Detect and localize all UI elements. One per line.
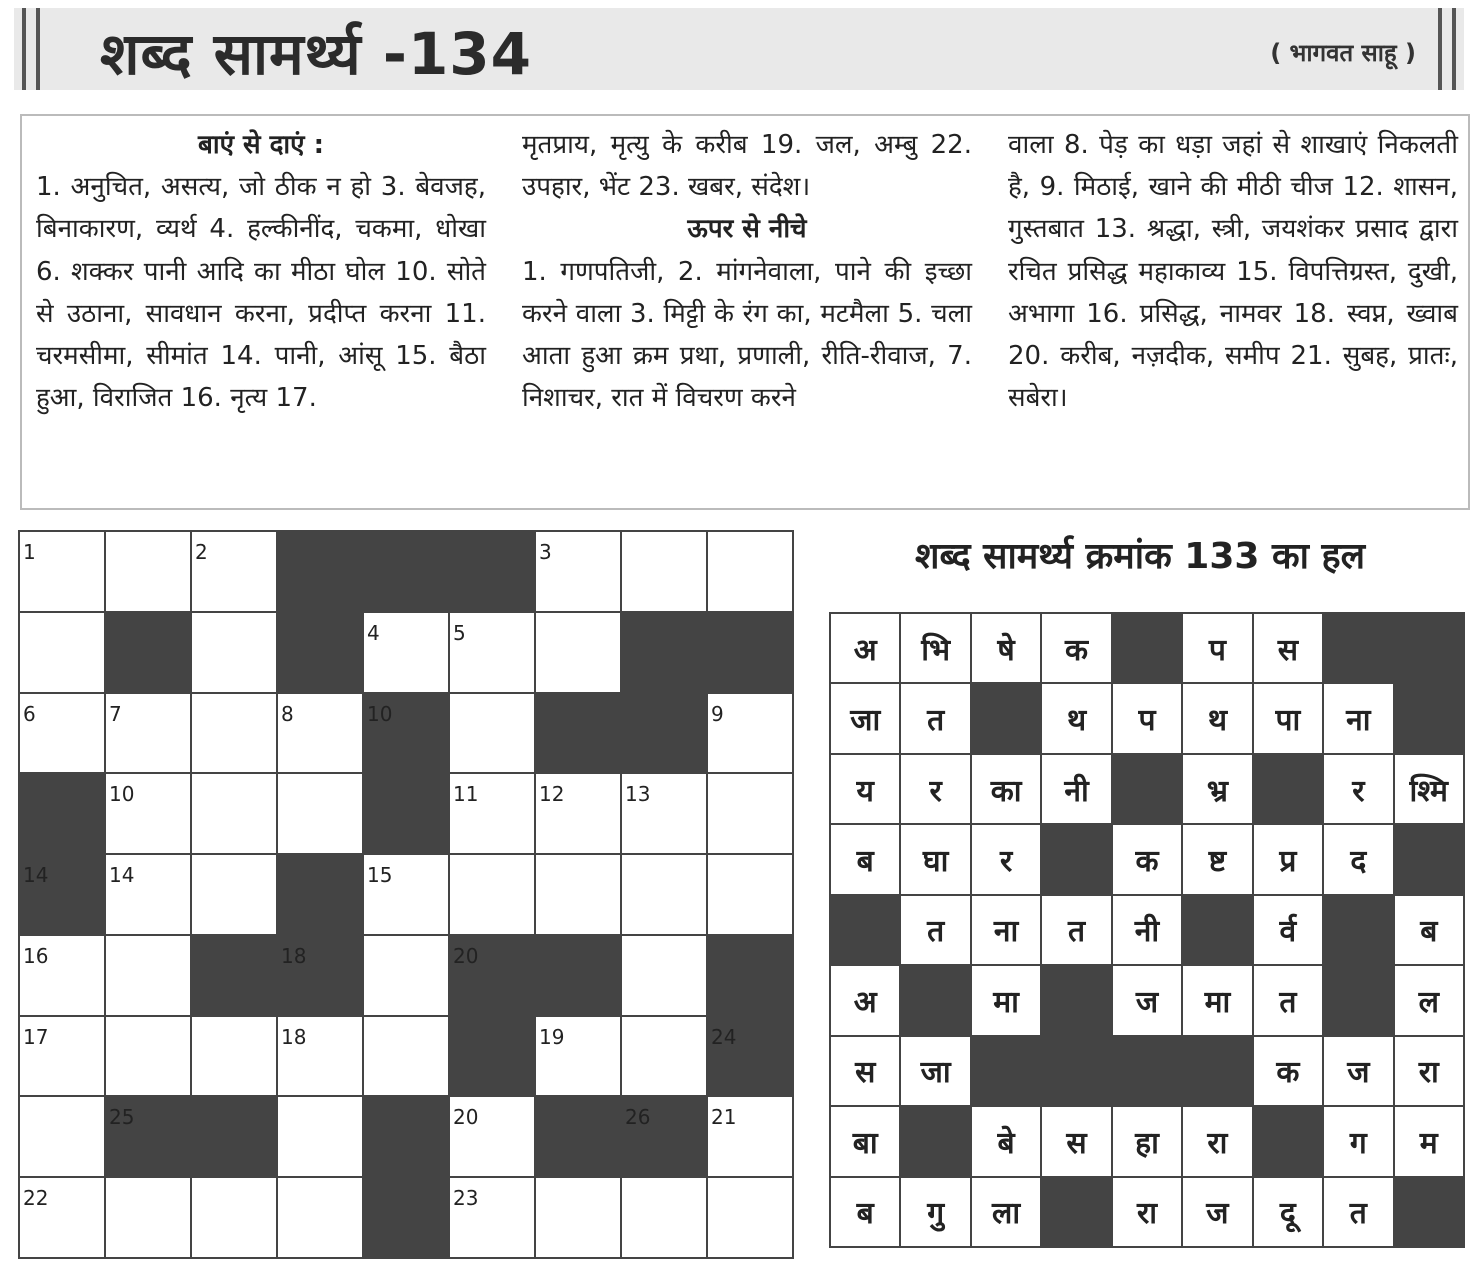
solution-cell: ग [1324,1107,1394,1177]
page-title: शब्द सामर्थ्य -134 [100,20,533,88]
crossword-cell[interactable] [708,694,794,775]
across-heading: बाएं से दाएं : [197,130,324,160]
solution-cell: त [901,684,971,754]
solution-cell: ब [831,1178,901,1248]
solution-cell: द [1324,825,1394,895]
solution-cell: थ [1042,684,1112,754]
solution-cell: षे [972,614,1042,684]
solution-cell: त [901,896,971,966]
solution-cell: बा [831,1107,901,1177]
solution-block-cell [1113,614,1183,684]
crossword-cell[interactable] [450,855,536,936]
crossword-block-cell [450,936,536,1017]
clue-number: 4 [367,620,380,645]
solution-cell: प [1113,684,1183,754]
clues-column-3 [1008,124,1458,419]
crossword-cell[interactable] [192,1017,278,1098]
clues-column-2 [522,124,972,419]
clue-number: 22 [23,1186,49,1211]
crossword-cell[interactable] [20,532,106,613]
solution-cell: ला [972,1178,1042,1248]
crossword-block-cell [536,1097,622,1178]
crossword-cell[interactable] [450,694,536,775]
solution-block-cell [1113,755,1183,825]
header-banner [14,8,1464,90]
solution-block-cell [1183,896,1253,966]
across-clues-text: 1. अनुचित, असत्य, जो ठीक न हो 3. बेवजह, बिनाकारण, व्यर्थ 4. हल्कीनींद, चकमा, धोखा 6. शक्कर पानी आदि का मीठा घोल 10. सोते से उठाना, सावधान करना, प्रदीप्त करना 11. चरमसीमा, सीमांत 14. पानी, आंसू 15. बैठा हुआ, विराजित 16. नृत्य 17. [36,172,486,414]
clue-number: 3 [539,540,552,564]
solution-cell: थ [1183,684,1253,754]
solution-cell: ज [1324,1037,1394,1107]
crossword-cell[interactable] [106,774,192,855]
solution-cell: त [1324,1178,1394,1248]
author-credit: ( भागवत साहू ) [1270,39,1416,67]
solution-cell: य [831,755,901,825]
solution-cell: ल [1395,966,1465,1036]
solution-cell: क [1254,1037,1324,1107]
solution-cell: अ [831,966,901,1036]
crossword-cell[interactable] [622,855,708,936]
crossword-cell[interactable] [106,694,192,775]
solution-block-cell [972,684,1042,754]
clue-number: 17 [23,1024,49,1049]
crossword-cell[interactable] [622,532,708,613]
solution-cell: हा [1113,1107,1183,1177]
solution-block-cell [1324,966,1394,1036]
solution-cell: म [1395,1107,1465,1177]
crossword-cell[interactable] [536,774,622,855]
crossword-block-cell [708,1017,794,1098]
crossword-cell[interactable] [106,855,192,936]
clue-number: 19 [539,1024,565,1049]
crossword-cell[interactable] [364,613,450,694]
crossword-cell[interactable] [20,936,106,1017]
crossword-cell[interactable] [364,855,450,936]
solution-cell: स [1042,1107,1112,1177]
crossword-cell[interactable] [450,1178,536,1259]
solution-block-cell [1113,1037,1183,1107]
crossword-cell[interactable] [106,532,192,613]
clue-number: 12 [539,782,565,807]
down-clues-text: 1. गणपतिजी, 2. मांगनेवाला, पाने की इच्छा करने वाला 3. मिट्टी के रंग का, मटमैला 5. चला आता हुआ क्रम प्रथा, प्रणाली, रीति-रीवाज, 7. निशाचर, रात में विचरण करने [522,256,972,414]
crossword-block-cell [192,936,278,1017]
clues-box [20,114,1470,510]
clue-number: 26 [625,1105,651,1130]
crossword-block-cell [364,1178,450,1259]
crossword-cell[interactable] [622,1178,708,1259]
crossword-block-cell [450,1017,536,1098]
solution-cell: भि [901,614,971,684]
crossword-cell[interactable] [192,613,278,694]
crossword-cell[interactable] [106,1017,192,1098]
crossword-cell[interactable] [622,1017,708,1098]
solution-cell: र्व [1254,896,1324,966]
clue-number: 8 [281,701,294,726]
solution-cell: पा [1254,684,1324,754]
solution-cell: गु [901,1178,971,1248]
crossword-cell[interactable] [20,613,106,694]
crossword-cell[interactable] [192,532,278,613]
crossword-cell[interactable] [708,774,794,855]
crossword-cell[interactable] [192,694,278,775]
clue-number: 16 [23,943,49,968]
crossword-block-cell [450,532,536,613]
crossword-cell[interactable] [536,532,622,613]
crossword-cell[interactable] [708,1178,794,1259]
solution-cell: बे [972,1107,1042,1177]
solution-block-cell [1324,896,1394,966]
solution-cell: ज [1113,966,1183,1036]
crossword-cell[interactable] [536,855,622,936]
solution-cell: भ्र [1183,755,1253,825]
header-bar-right-2 [1438,8,1442,90]
clue-number: 13 [625,782,651,807]
crossword-block-cell [192,1097,278,1178]
solution-cell: क [1042,614,1112,684]
solution-cell: ना [1324,684,1394,754]
crossword-cell[interactable] [106,1178,192,1259]
crossword-block-cell [622,613,708,694]
crossword-block-cell [708,936,794,1017]
solution-block-cell [1324,614,1394,684]
solution-cell: ब [831,825,901,895]
crossword-cell[interactable] [192,774,278,855]
solution-block-cell [1042,825,1112,895]
solution-block-cell [1042,1178,1112,1248]
solution-block-cell [1395,684,1465,754]
crossword-cell[interactable] [450,774,536,855]
crossword-block-cell [278,532,364,613]
clue-number: 9 [711,701,724,726]
crossword-cell[interactable] [278,774,364,855]
solution-cell: ना [972,896,1042,966]
clue-number: 2 [195,540,208,564]
crossword-block-cell [278,855,364,936]
crossword-block-cell [20,855,106,936]
solution-block-cell [831,896,901,966]
solution-cell: र [1324,755,1394,825]
solution-block-cell [1254,755,1324,825]
solution-block-cell [1042,966,1112,1036]
solution-cell: क [1113,825,1183,895]
crossword-block-cell [364,532,450,613]
solution-block-cell [1395,825,1465,895]
clues-column-1 [36,124,486,419]
header-bar-right-1 [1452,8,1456,90]
crossword-block-cell [364,1097,450,1178]
crossword-cell[interactable] [20,1178,106,1259]
solution-cell: मा [972,966,1042,1036]
solution-cell: त [1042,896,1112,966]
clue-number: 7 [109,701,122,726]
solution-cell: स [1254,614,1324,684]
clue-number: 10 [109,782,135,807]
crossword-cell[interactable] [278,1017,364,1098]
crossword-grid [18,530,794,1259]
solution-block-cell [1042,1037,1112,1107]
crossword-cell[interactable] [708,855,794,936]
clue-number: 11 [453,782,479,807]
clue-number: 6 [23,701,36,726]
solution-cell: नी [1042,755,1112,825]
crossword-cell[interactable] [192,1178,278,1259]
crossword-cell[interactable] [622,936,708,1017]
crossword-cell[interactable] [536,1178,622,1259]
crossword-block-cell [278,936,364,1017]
crossword-cell[interactable] [278,1178,364,1259]
crossword-cell[interactable] [708,1097,794,1178]
crossword-cell[interactable] [536,1017,622,1098]
solution-cell: र [972,825,1042,895]
across-clues-continued: मृतप्राय, मृत्यु के करीब 19. जल, अम्बु 22. उपहार, भेंट 23. खबर, संदेश। [522,130,972,203]
solution-grid [829,612,1465,1248]
solution-block-cell [901,966,971,1036]
solution-block-cell [1395,1178,1465,1248]
crossword-block-cell [536,694,622,775]
crossword-block-cell [20,774,106,855]
crossword-cell[interactable] [20,1097,106,1178]
crossword-cell[interactable] [278,1097,364,1178]
crossword-cell[interactable] [192,855,278,936]
solution-cell: रा [1395,1037,1465,1107]
crossword-block-cell [622,694,708,775]
clue-number: 20 [453,1105,479,1130]
solution-cell: का [972,755,1042,825]
crossword-cell[interactable] [708,532,794,613]
crossword-block-cell [278,613,364,694]
crossword-cell[interactable] [364,1017,450,1098]
solution-block-cell [1395,614,1465,684]
crossword-cell[interactable] [450,1097,536,1178]
solution-cell: नी [1113,896,1183,966]
solution-cell: रा [1183,1107,1253,1177]
down-heading: ऊपर से नीचे [687,214,807,245]
solution-cell: स [831,1037,901,1107]
header-bar-left-1 [22,8,26,90]
crossword-cell[interactable] [20,694,106,775]
solution-cell: श्मि [1395,755,1465,825]
solution-cell: घा [901,825,971,895]
solution-block-cell [1254,1107,1324,1177]
clue-number: 24 [711,1024,737,1049]
crossword-block-cell [708,613,794,694]
solution-cell: मा [1183,966,1253,1036]
solution-cell: ज [1183,1178,1253,1248]
crossword-block-cell [622,1097,708,1178]
clue-number: 18 [281,943,307,968]
crossword-cell[interactable] [106,936,192,1017]
crossword-cell[interactable] [364,936,450,1017]
crossword-cell[interactable] [20,1017,106,1098]
clue-number: 15 [367,863,393,888]
solution-cell: जा [831,684,901,754]
crossword-cell[interactable] [278,694,364,775]
solution-cell: ब [1395,896,1465,966]
crossword-block-cell [106,1097,192,1178]
solution-block-cell [972,1037,1042,1107]
solution-block-cell [901,1107,971,1177]
clue-number: 5 [453,620,466,645]
clue-number: 23 [453,1186,479,1211]
solution-cell: प [1183,614,1253,684]
solution-cell: जा [901,1037,971,1107]
solution-title: शब्द सामर्थ्य क्रमांक 133 का हल [914,536,1365,577]
crossword-block-cell [106,613,192,694]
solution-cell: प्र [1254,825,1324,895]
solution-cell: र [901,755,971,825]
crossword-block-cell [364,694,450,775]
crossword-cell[interactable] [536,613,622,694]
solution-cell: दू [1254,1178,1324,1248]
header-bar-left-2 [36,8,40,90]
clue-number: 14 [23,863,49,888]
crossword-cell[interactable] [622,774,708,855]
solution-cell: ष्ट [1183,825,1253,895]
clue-number: 18 [281,1024,307,1049]
clue-number: 10 [367,701,393,726]
crossword-block-cell [364,774,450,855]
solution-cell: रा [1113,1178,1183,1248]
down-clues-continued: वाला 8. पेड़ का धड़ा जहां से शाखाएं निकलती है, 9. मिठाई, खाने की मीठी चीज 12. शासन, गुस्तबात 13. श्रद्धा, स्त्री, जयशंकर प्रसाद द्वारा रचित प्रसिद्ध महाकाव्य 15. विपत्तिग्रस्त, दुखी, अभागा 16. प्रसिद्ध, नामवर 18. स्वप्न, ख्वाब 20. करीब, नज़दीक, समीप 21. सुबह, प्रातः, सबेरा। [1008,130,1458,414]
clue-number: 14 [109,863,135,888]
crossword-block-cell [536,936,622,1017]
clue-number: 21 [711,1105,737,1130]
solution-block-cell [1183,1037,1253,1107]
solution-cell: अ [831,614,901,684]
clue-number: 1 [23,540,36,564]
solution-cell: त [1254,966,1324,1036]
clue-number: 25 [109,1105,135,1130]
clue-number: 20 [453,943,479,968]
crossword-cell[interactable] [450,613,536,694]
